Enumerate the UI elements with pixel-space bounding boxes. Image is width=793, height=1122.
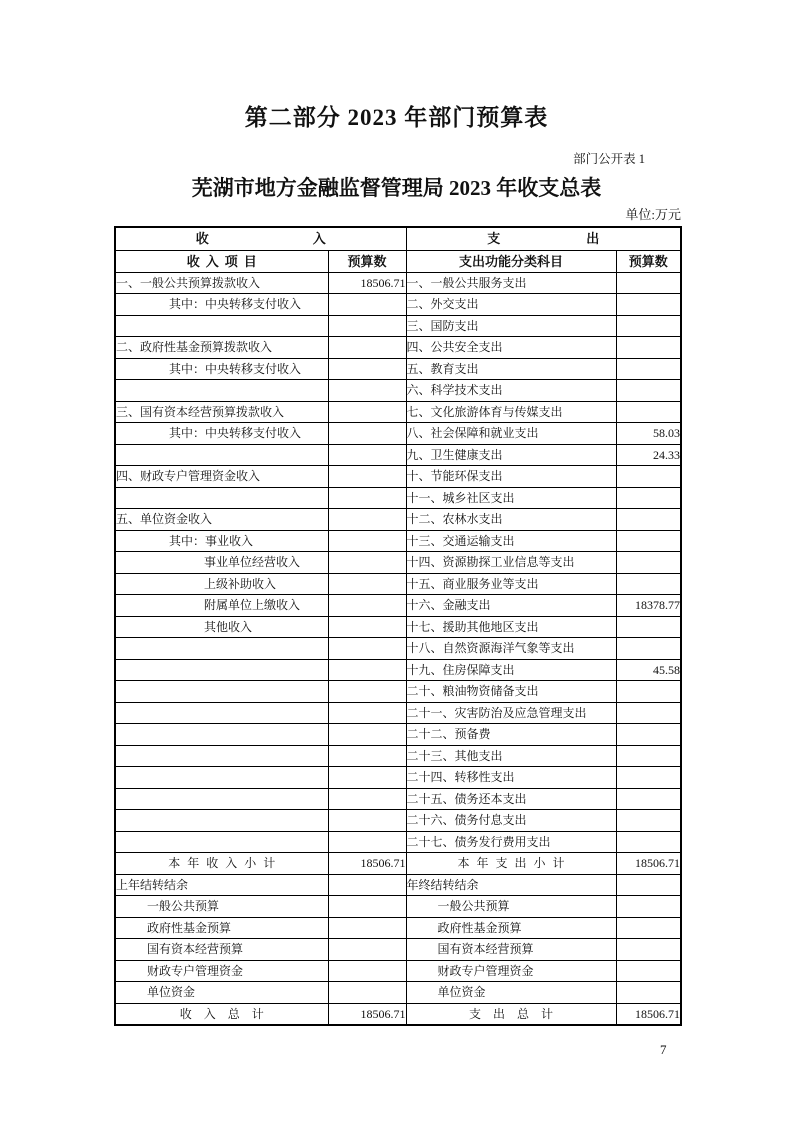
table-row [115, 444, 681, 466]
expense-amount-cell [616, 272, 681, 294]
table-row [115, 401, 681, 423]
table-row [115, 745, 681, 767]
expense-item-cell: 十三、交通运输支出 [406, 530, 616, 552]
expense-item-cell: 国有资本经营预算 [406, 939, 616, 961]
income-item-cell: 五、单位资金收入 [115, 509, 328, 531]
expense-item-cell: 六、科学技术支出 [406, 380, 616, 402]
expense-amount-cell [616, 358, 681, 380]
income-amount-cell [328, 530, 406, 552]
column-header-row [115, 250, 681, 272]
table-row [115, 896, 681, 918]
expense-item-cell: 七、文化旅游体育与传媒支出 [406, 401, 616, 423]
income-amount-cell [328, 423, 406, 445]
income-item-cell [115, 444, 328, 466]
expense-item-cell: 财政专户管理资金 [406, 960, 616, 982]
income-amount-cell [328, 939, 406, 961]
table-row [115, 294, 681, 316]
income-item-cell: 其中：中央转移支付收入 [115, 423, 328, 445]
income-item-cell: 三、国有资本经营预算拨款收入 [115, 401, 328, 423]
expense-amount-cell: 18378.77 [616, 595, 681, 617]
income-item-cell: 政府性基金预算 [115, 917, 328, 939]
income-amount-cell [328, 573, 406, 595]
expense-amount-cell [616, 767, 681, 789]
income-amount-cell [328, 874, 406, 896]
section-title: 第二部分 2023 年部门预算表 [244, 105, 549, 130]
expense-item-cell: 十九、住房保障支出 [406, 659, 616, 681]
expense-amount-cell [616, 788, 681, 810]
expense-item-cell: 十、节能环保支出 [406, 466, 616, 488]
income-item-cell: 收入总计 [115, 1003, 328, 1025]
table-row [115, 724, 681, 746]
group-header-row [115, 227, 681, 250]
table-title: 芜湖市地方金融监督管理局 2023 年收支总表 [191, 176, 602, 200]
expense-amount-cell: 18506.71 [616, 853, 681, 875]
budget-rows [115, 272, 681, 1025]
income-amount-cell [328, 294, 406, 316]
table-row [115, 616, 681, 638]
income-item-cell [115, 638, 328, 660]
expense-amount-cell: 18506.71 [616, 1003, 681, 1025]
expense-amount-col-header: 预算数 [616, 250, 681, 272]
expense-item-cell: 政府性基金预算 [406, 917, 616, 939]
income-group-header [115, 227, 406, 250]
expense-amount-cell [616, 509, 681, 531]
income-amount-cell [328, 315, 406, 337]
expense-item-cell: 三、国防支出 [406, 315, 616, 337]
expense-amount-cell [616, 810, 681, 832]
expense-amount-cell: 45.58 [616, 659, 681, 681]
income-item-cell: 四、财政专户管理资金收入 [115, 466, 328, 488]
income-amount-cell [328, 788, 406, 810]
expense-amount-cell [616, 939, 681, 961]
expense-item-cell: 二十一、灾害防治及应急管理支出 [406, 702, 616, 724]
income-amount-cell [328, 659, 406, 681]
table-row [115, 853, 681, 875]
expense-amount-cell [616, 616, 681, 638]
table-row [115, 487, 681, 509]
expense-item-cell: 单位资金 [406, 982, 616, 1004]
income-amount-cell [328, 982, 406, 1004]
expense-item-cell: 本年支出小计 [406, 853, 616, 875]
expense-item-cell: 支出总计 [406, 1003, 616, 1025]
income-item-cell: 其中：中央转移支付收入 [115, 358, 328, 380]
income-item-cell: 二、政府性基金预算拨款收入 [115, 337, 328, 359]
expense-item-cell: 五、教育支出 [406, 358, 616, 380]
income-amount-cell [328, 337, 406, 359]
expense-item-cell: 一、一般公共服务支出 [406, 272, 616, 294]
page-number: 7 [660, 1042, 667, 1057]
income-group-char-2: 入 [312, 231, 326, 247]
income-item-cell: 国有资本经营预算 [115, 939, 328, 961]
income-amount-cell [328, 745, 406, 767]
income-item-cell: 附属单位上缴收入 [115, 595, 328, 617]
expense-amount-cell [616, 917, 681, 939]
expense-item-cell: 十六、金融支出 [406, 595, 616, 617]
income-item-cell: 其中：事业收入 [115, 530, 328, 552]
expense-item-cell: 八、社会保障和就业支出 [406, 423, 616, 445]
table-row [115, 939, 681, 961]
expense-amount-cell [616, 466, 681, 488]
expense-item-cell: 二十五、债务还本支出 [406, 788, 616, 810]
expense-amount-cell [616, 315, 681, 337]
table-row [115, 337, 681, 359]
table-row [115, 767, 681, 789]
income-amount-cell [328, 487, 406, 509]
budget-table [114, 226, 682, 1026]
table-row [115, 272, 681, 294]
expense-item-cell: 二十、粮油物资储备支出 [406, 681, 616, 703]
expense-item-cell: 二十三、其他支出 [406, 745, 616, 767]
income-amount-cell [328, 380, 406, 402]
table-row [115, 659, 681, 681]
income-item-col-header: 收入项目 [115, 250, 328, 272]
expense-amount-cell [616, 487, 681, 509]
expense-item-cell: 二十七、债务发行费用支出 [406, 831, 616, 853]
income-item-cell [115, 831, 328, 853]
income-group-char-1: 收 [195, 231, 209, 247]
income-amount-cell [328, 466, 406, 488]
table-row [115, 831, 681, 853]
table-label: 部门公开表 1 [573, 152, 645, 166]
expense-item-cell: 一般公共预算 [406, 896, 616, 918]
table-row [115, 466, 681, 488]
income-amount-cell [328, 724, 406, 746]
income-item-cell: 其他收入 [115, 616, 328, 638]
expense-amount-cell: 58.03 [616, 423, 681, 445]
income-amount-cell [328, 401, 406, 423]
expense-amount-cell [616, 745, 681, 767]
expense-amount-cell [616, 874, 681, 896]
table-row [115, 702, 681, 724]
table-row [115, 358, 681, 380]
expense-item-cell: 二十四、转移性支出 [406, 767, 616, 789]
income-item-cell: 其中：中央转移支付收入 [115, 294, 328, 316]
income-item-cell: 本年收入小计 [115, 853, 328, 875]
income-amount-cell [328, 960, 406, 982]
expense-amount-cell [616, 380, 681, 402]
income-item-cell: 财政专户管理资金 [115, 960, 328, 982]
income-item-cell [115, 681, 328, 703]
table-row [115, 595, 681, 617]
expense-item-cell: 年终结转结余 [406, 874, 616, 896]
expense-item-cell: 九、卫生健康支出 [406, 444, 616, 466]
income-amount-cell [328, 638, 406, 660]
income-item-cell [115, 659, 328, 681]
table-row [115, 638, 681, 660]
income-item-cell: 事业单位经营收入 [115, 552, 328, 574]
income-amount-cell: 18506.71 [328, 853, 406, 875]
table-row [115, 681, 681, 703]
income-item-cell [115, 487, 328, 509]
income-item-cell [115, 702, 328, 724]
income-amount-cell [328, 767, 406, 789]
income-item-cell [115, 788, 328, 810]
income-amount-cell [328, 552, 406, 574]
expense-group-char-2: 出 [586, 231, 600, 247]
expense-amount-cell [616, 702, 681, 724]
table-row [115, 982, 681, 1004]
income-item-cell [115, 767, 328, 789]
income-amount-cell [328, 896, 406, 918]
income-item-cell: 一、一般公共预算拨款收入 [115, 272, 328, 294]
income-item-cell: 单位资金 [115, 982, 328, 1004]
expense-item-col-header: 支出功能分类科目 [406, 250, 616, 272]
expense-item-cell: 十七、援助其他地区支出 [406, 616, 616, 638]
expense-amount-cell [616, 294, 681, 316]
expense-amount-cell [616, 573, 681, 595]
expense-amount-cell [616, 401, 681, 423]
expense-amount-cell [616, 337, 681, 359]
income-amount-cell [328, 358, 406, 380]
income-item-cell: 一般公共预算 [115, 896, 328, 918]
income-amount-cell [328, 509, 406, 531]
expense-item-cell: 二十二、预备费 [406, 724, 616, 746]
expense-item-cell: 十四、资源勘探工业信息等支出 [406, 552, 616, 574]
expense-item-cell: 二十六、债务付息支出 [406, 810, 616, 832]
income-item-cell [115, 380, 328, 402]
income-amount-cell [328, 616, 406, 638]
income-amount-cell [328, 831, 406, 853]
table-row [115, 509, 681, 531]
income-amount-cell [328, 917, 406, 939]
expense-amount-cell [616, 530, 681, 552]
unit-note: 单位:万元 [625, 207, 681, 222]
income-amount-cell [328, 444, 406, 466]
expense-item-cell: 二、外交支出 [406, 294, 616, 316]
table-row [115, 423, 681, 445]
expense-group-char-1: 支 [487, 231, 501, 247]
income-amount-cell: 18506.71 [328, 1003, 406, 1025]
table-row [115, 315, 681, 337]
table-row [115, 788, 681, 810]
table-row [115, 874, 681, 896]
expense-amount-cell [616, 831, 681, 853]
income-item-cell [115, 810, 328, 832]
income-amount-cell [328, 595, 406, 617]
expense-amount-cell [616, 960, 681, 982]
expense-item-cell: 四、公共安全支出 [406, 337, 616, 359]
expense-group-header [406, 227, 681, 250]
expense-amount-cell: 24.33 [616, 444, 681, 466]
income-item-cell [115, 724, 328, 746]
expense-amount-cell [616, 982, 681, 1004]
income-amount-col-header: 预算数 [328, 250, 406, 272]
table-row [115, 917, 681, 939]
expense-item-cell: 十五、商业服务业等支出 [406, 573, 616, 595]
income-item-cell: 上级补助收入 [115, 573, 328, 595]
income-amount-cell: 18506.71 [328, 272, 406, 294]
table-row [115, 810, 681, 832]
table-row [115, 1003, 681, 1025]
table-row [115, 530, 681, 552]
expense-amount-cell [616, 681, 681, 703]
expense-item-cell: 十一、城乡社区支出 [406, 487, 616, 509]
expense-amount-cell [616, 896, 681, 918]
expense-amount-cell [616, 638, 681, 660]
income-item-cell [115, 745, 328, 767]
income-amount-cell [328, 810, 406, 832]
expense-item-cell: 十二、农林水支出 [406, 509, 616, 531]
income-item-cell [115, 315, 328, 337]
table-row [115, 552, 681, 574]
income-item-cell: 上年结转结余 [115, 874, 328, 896]
expense-amount-cell [616, 552, 681, 574]
income-amount-cell [328, 681, 406, 703]
table-row [115, 380, 681, 402]
table-row [115, 573, 681, 595]
table-row [115, 960, 681, 982]
expense-item-cell: 十八、自然资源海洋气象等支出 [406, 638, 616, 660]
expense-amount-cell [616, 724, 681, 746]
income-amount-cell [328, 702, 406, 724]
